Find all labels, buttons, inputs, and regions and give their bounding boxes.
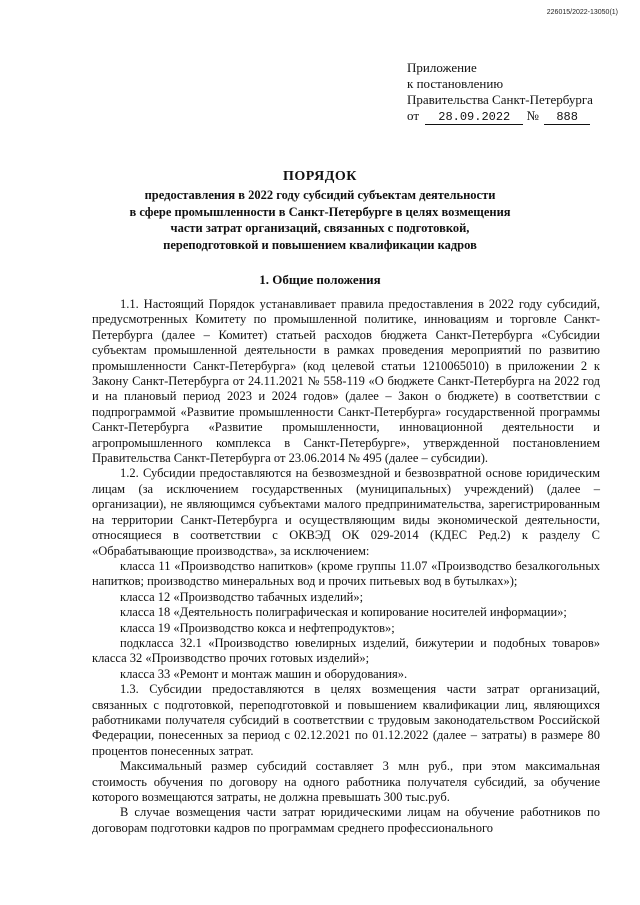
from-label: от <box>407 108 420 123</box>
paragraph-1-1: 1.1. Настоящий Порядок устанавливает правила предоставления в 2022 году субсидий, предусмотренных Комитету по промышленной политике, инновациям и торговле Санкт-Петербурга (далее – Комитет) статьей расходов бюджета Санкт-Петербурга «Субсидии субъектам промышленной деятельности в рамках проведения мероприятий по развитию промышленности Санкт-Петербурга» (код целевой статьи 1210065010) в приложении 2 к Закону Санкт-Петербурга от 24.11.2021 № 558-119 «О бюджете Санкт-Петербурга на 2022 год и на плановый период 2023 и 2024 годов» (далее – Закон о бюджете) в соответствии с подпрограммой «Развитие промышленности Санкт-Петербурга» государственной программы Санкт-Петербурга «Развитие промышленности, инновационной деятельности и агропромышленного комплекса в Санкт-Петербурге», утвержденной постановлением Правительства Санкт-Петербурга от 23.06.2014 № 495 (далее – субсидии). <box>92 297 600 466</box>
section-heading: 1. Общие положения <box>259 272 381 287</box>
subtitle-line-4: переподготовкой и повышением квалификации кадров <box>163 237 477 252</box>
body-text <box>92 297 600 836</box>
exclusion-subclass-32-1: подкласса 32.1 «Производство ювелирных изделий, бижутерии и подобных товаров» класса 32 «Производство прочих готовых изделий»; <box>92 635 600 666</box>
decree-date: 28.09.2022 <box>425 110 523 125</box>
number-label: № <box>526 108 539 123</box>
document-id: 226015/2022-13050(1) <box>546 9 618 16</box>
appendix-block <box>407 60 607 125</box>
document-title: ПОРЯДОК <box>283 169 357 184</box>
paragraph-training-costs: В случае возмещения части затрат юридическими лицам на обучение работников по договорам подготовки кадров по программам среднего профессионального <box>92 805 600 835</box>
exclusion-class-33: класса 33 «Ремонт и монтаж машин и оборудования». <box>120 666 408 681</box>
paragraph-max-subsidy: Максимальный размер субсидий составляет 3 млн руб., при этом максимальная стоимость обучения по договору на одного работника получателя субсидий, за обучение которого возмещаются затраты, не должна превышать 300 тыс.руб. <box>92 759 600 804</box>
exclusion-class-12: класса 12 «Производство табачных изделий»; <box>120 589 364 604</box>
exclusion-class-11: класса 11 «Производство напитков» (кроме группы 11.07 «Производство безалкогольных напитков; производство минеральных вод и прочих питьевых вод в бутылках»); <box>92 558 600 589</box>
appendix-line-1: Приложение <box>407 60 477 75</box>
subtitle-line-2: в сфере промышленности в Санкт-Петербурге в целях возмещения <box>129 204 511 219</box>
appendix-date-line <box>407 108 607 125</box>
subtitle-line-1: предоставления в 2022 году субсидий субъектам деятельности <box>144 188 496 202</box>
exclusion-class-19: класса 19 «Производство кокса и нефтепродуктов»; <box>120 620 395 635</box>
exclusion-class-18: класса 18 «Деятельность полиграфическая и копирование носителей информации»; <box>120 605 567 620</box>
appendix-line-2: к постановлению <box>407 76 504 91</box>
decree-number: 888 <box>544 110 590 125</box>
appendix-line-3: Правительства Санкт-Петербурга <box>407 92 593 107</box>
paragraph-1-2: 1.2. Субсидии предоставляются на безвозмездной и безвозвратной основе юридическим лицам (за исключением государственных (муниципальных) учреждений) (далее – организации), не являющимся субъектами малого предпринимательства, зарегистрированным на территории Санкт-Петербурга и осуществляющим виды экономической деятельности, относящиеся в соответствии с ОКВЭД ОК 029-2014 (КДЕС Ред.2) к разделу С «Обрабатывающие производства», за исключением: <box>92 466 600 558</box>
subtitle-line-3: части затрат организаций, связанных с подготовкой, <box>170 221 470 235</box>
title-block <box>80 168 560 253</box>
paragraph-1-3: 1.3. Субсидии предоставляются в целях возмещения части затрат организаций, связанных с подготовкой, переподготовкой и повышением квалификации лиц, являющихся работниками получателя субсидий в соответствии с трудовым законодательством Российской Федерации, понесенных за период с 02.12.2021 по 01.12.2022 (далее – затраты) в размере 80 процентов понесенных затрат. <box>92 682 600 758</box>
